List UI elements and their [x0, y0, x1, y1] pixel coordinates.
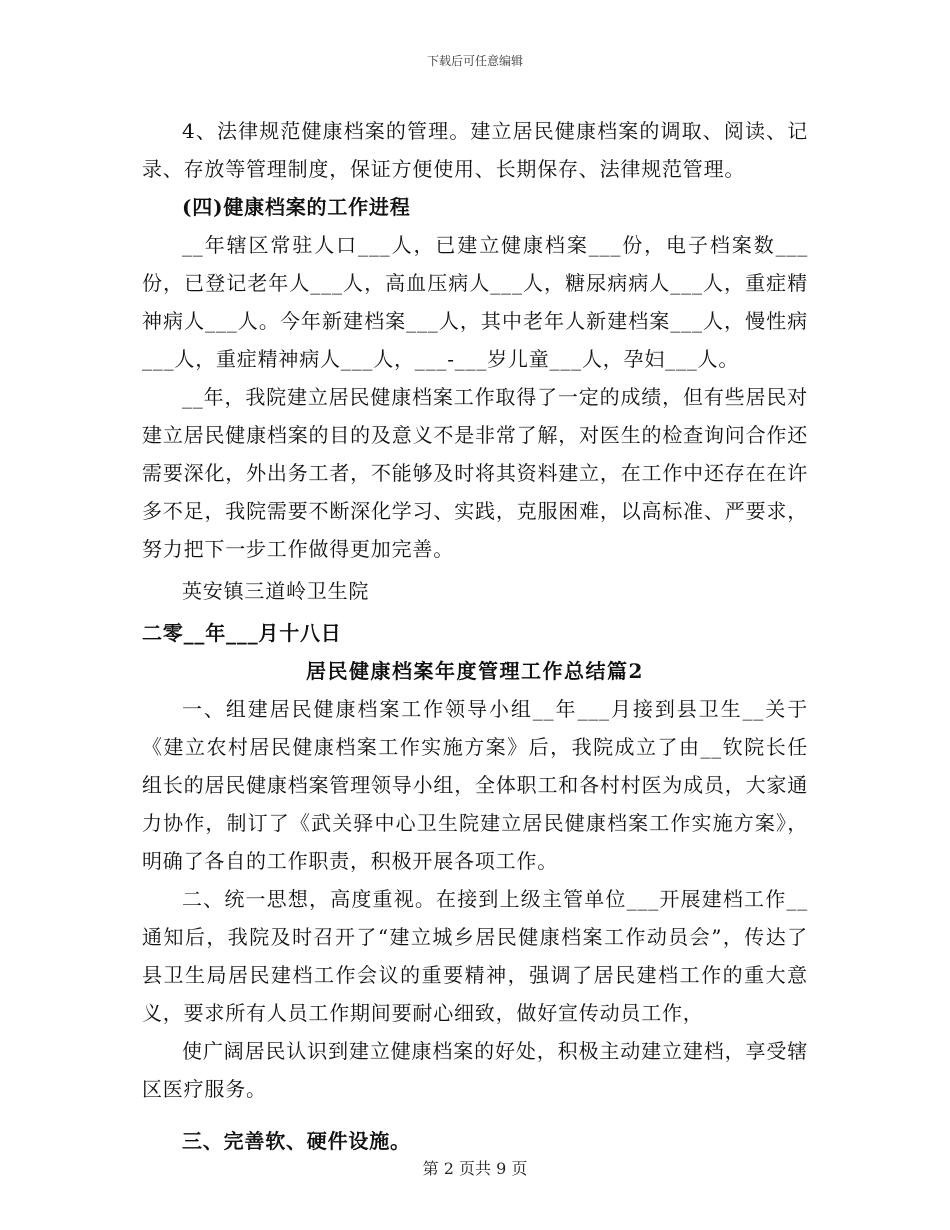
- document-body: [142, 112, 808, 1160]
- signature-organization: 英安镇三道岭卫生院: [182, 579, 370, 603]
- paragraph-achievements: __年，我院建立居民健康档案工作取得了一定的成绩，但有些居民对建立居民健康档案的目的及意义不是非常了解，对医生的检查询问合作还需要深化，外出务工者，不能够及时将其资料建立，在工作中还存在在许多不足，我院需要不断深化学习、实践，克服困难，以高标准、严要求，努力把下一步工作做得更加完善。: [142, 385, 808, 561]
- section-heading-progress: (四)健康档案的工作进程: [182, 195, 411, 219]
- paragraph-legal-management: 4、法律规范健康档案的管理。建立居民健康档案的调取、阅读、记录、存放等管理制度，保证方便使用、长期保存、法律规范管理。: [142, 119, 808, 181]
- paragraph-resident-awareness: 使广阔居民认识到建立健康档案的好处，积极主动建立建档，享受辖区医疗服务。: [142, 1039, 808, 1101]
- article-title: 居民健康档案年度管理工作总结篇2: [306, 659, 644, 683]
- page-header: 下载后可任意编辑: [426, 54, 523, 68]
- paragraph-leadership-group: 一、组建居民健康档案工作领导小组__年___月接到县卫生__关于《建立农村居民健康档案工作实施方案》后，我院成立了由__钦院长任组长的居民健康档案管理领导小组，全体职工和各村村医为成员，大家通力协作，制订了《武关驿中心卫生院建立居民健康档案工作实施方案》，明确了各自的工作职责，积极开展各项工作。: [142, 697, 808, 873]
- section-heading-facilities: 三、完善软、硬件设施。: [182, 1129, 411, 1153]
- paragraph-unified-thinking: 二、统一思想，高度重视。在接到上级主管单位___开展建档工作__通知后，我院及时召开了“建立城乡居民健康档案工作动员会”，传达了县卫生局居民建档工作会议的重要精神，强调了居民建档工作的重大意义，要求所有人员工作期间要耐心细致，做好宣传动员工作，: [142, 887, 808, 1025]
- page-footer: 第 2 页共 9 页: [422, 1159, 528, 1178]
- signature-date: 二零__年___月十八日: [142, 621, 342, 645]
- paragraph-statistics: __年辖区常驻人口___人，已建立健康档案___份，电子档案数___份，已登记老年人___人，高血压病人___人，糖尿病病人___人，重症精神病人___人。今年新建档案___人，其中老年人新建档案___人，慢性病___人，重症精神病人___人，___-___岁儿童___人，孕妇___人。: [142, 233, 808, 371]
